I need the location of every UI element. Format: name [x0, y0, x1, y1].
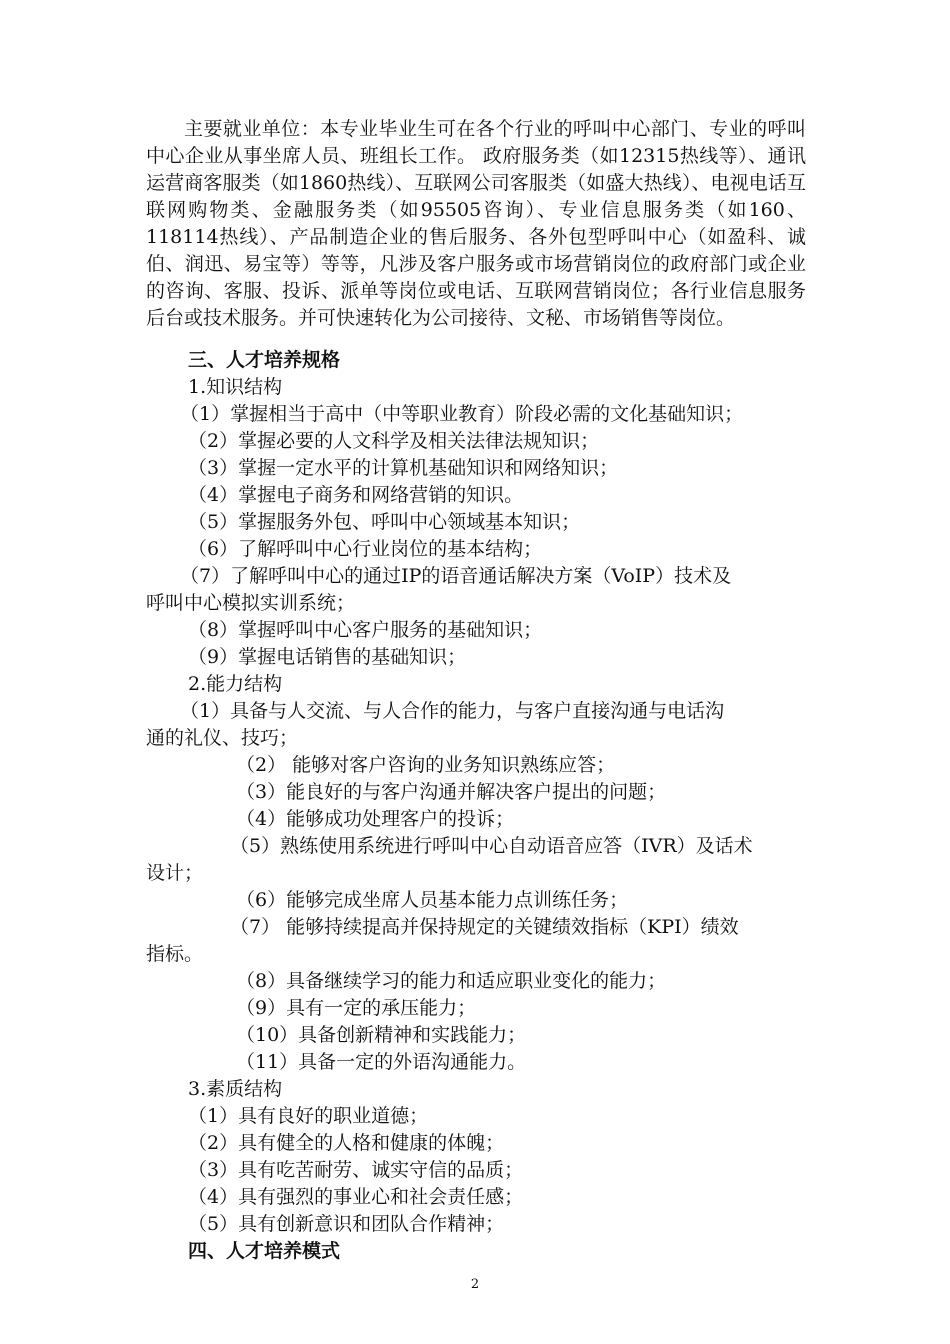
- ability-item: （2） 能够对客户咨询的业务知识熟练应答；: [236, 754, 616, 776]
- ability-title: 2.能力结构: [188, 673, 283, 695]
- ability-item: 通的礼仪、技巧；: [146, 727, 299, 749]
- section-3-heading: 三、人才培养规格: [188, 349, 341, 371]
- knowledge-item: （9）掌握电话销售的基础知识；: [188, 646, 467, 668]
- employment-paragraph: 主要就业单位：本专业毕业生可在各个行业的呼叫中心部门、专业的呼叫中心企业从事坐席人员、班组长工作。 政府服务类（如12315热线等）、通讯运营商客服类（如1860热线）、互联网公司客服类（如盛大热线）、电视电话互联网购物类、金融服务类（如95505咨询）、专业信息服务类（如160、118114热线）、产品制造企业的售后服务、各外包型呼叫中心（如盈科、诚伯、润迅、易宝等）等等，凡涉及客户服务或市场营销岗位的政府部门或企业的咨询、客服、投诉、派单等岗位或电话、互联网营销岗位；各行业信息服务后台或技术服务。并可快速转化为公司接待、文秘、市场销售等岗位。: [146, 118, 806, 329]
- knowledge-item: （6）了解呼叫中心行业岗位的基本结构；: [188, 538, 543, 560]
- knowledge-item: （7）了解呼叫中心的通过IP的语音通话解决方案（VoIP）技术及: [180, 565, 732, 587]
- ability-item: （7） 能够持续提高并保持规定的关键绩效指标（KPI）绩效: [230, 916, 739, 938]
- quality-title: 3.素质结构: [188, 1078, 283, 1100]
- ability-item: 设计；: [146, 862, 204, 884]
- quality-item: （3）具有吃苦耐劳、诚实守信的品质；: [188, 1159, 524, 1181]
- quality-item: （2）具有健全的人格和健康的体魄；: [188, 1132, 505, 1154]
- section-4-heading: 四、人才培养模式: [188, 1240, 341, 1262]
- knowledge-item: （2）掌握必要的人文科学及相关法律法规知识；: [188, 430, 600, 452]
- ability-item: （3）能良好的与客户沟通并解决客户提出的问题；: [236, 781, 667, 803]
- quality-item: （5）具有创新意识和团队合作精神；: [188, 1213, 505, 1235]
- knowledge-title: 1.知识结构: [188, 376, 283, 398]
- ability-item: （11）具备一定的外语沟通能力。: [236, 1051, 527, 1073]
- quality-item: （4）具有强烈的事业心和社会责任感；: [188, 1186, 524, 1208]
- knowledge-item: （8）掌握呼叫中心客户服务的基础知识；: [188, 619, 543, 641]
- page-number: 2: [470, 1277, 480, 1292]
- ability-item: （10）具备创新精神和实践能力；: [236, 1024, 527, 1046]
- knowledge-item: （3）掌握一定水平的计算机基础知识和网络知识；: [188, 457, 619, 479]
- ability-item: （4）能够成功处理客户的投诉；: [236, 808, 515, 830]
- quality-item: （1）具有良好的职业道德；: [188, 1105, 429, 1127]
- ability-item: （1）具备与人交流、与人合作的能力，与客户直接沟通与电话沟: [180, 700, 725, 722]
- ability-item: （5）熟练使用系统进行呼叫中心自动语音应答（IVR）及话术: [230, 835, 753, 857]
- ability-item: （8）具备继续学习的能力和适应职业变化的能力；: [236, 970, 667, 992]
- knowledge-item: （5）掌握服务外包、呼叫中心领域基本知识；: [188, 511, 581, 533]
- knowledge-item: （4）掌握电子商务和网络营销的知识。: [188, 484, 524, 506]
- ability-item: 指标。: [146, 943, 204, 965]
- knowledge-item: （1）掌握相当于高中（中等职业教育）阶段必需的文化基础知识；: [180, 403, 744, 425]
- ability-item: （6）能够完成坐席人员基本能力点训练任务；: [236, 889, 629, 911]
- ability-item: （9）具有一定的承压能力；: [236, 997, 477, 1019]
- knowledge-item: 呼叫中心模拟实训系统；: [146, 592, 356, 614]
